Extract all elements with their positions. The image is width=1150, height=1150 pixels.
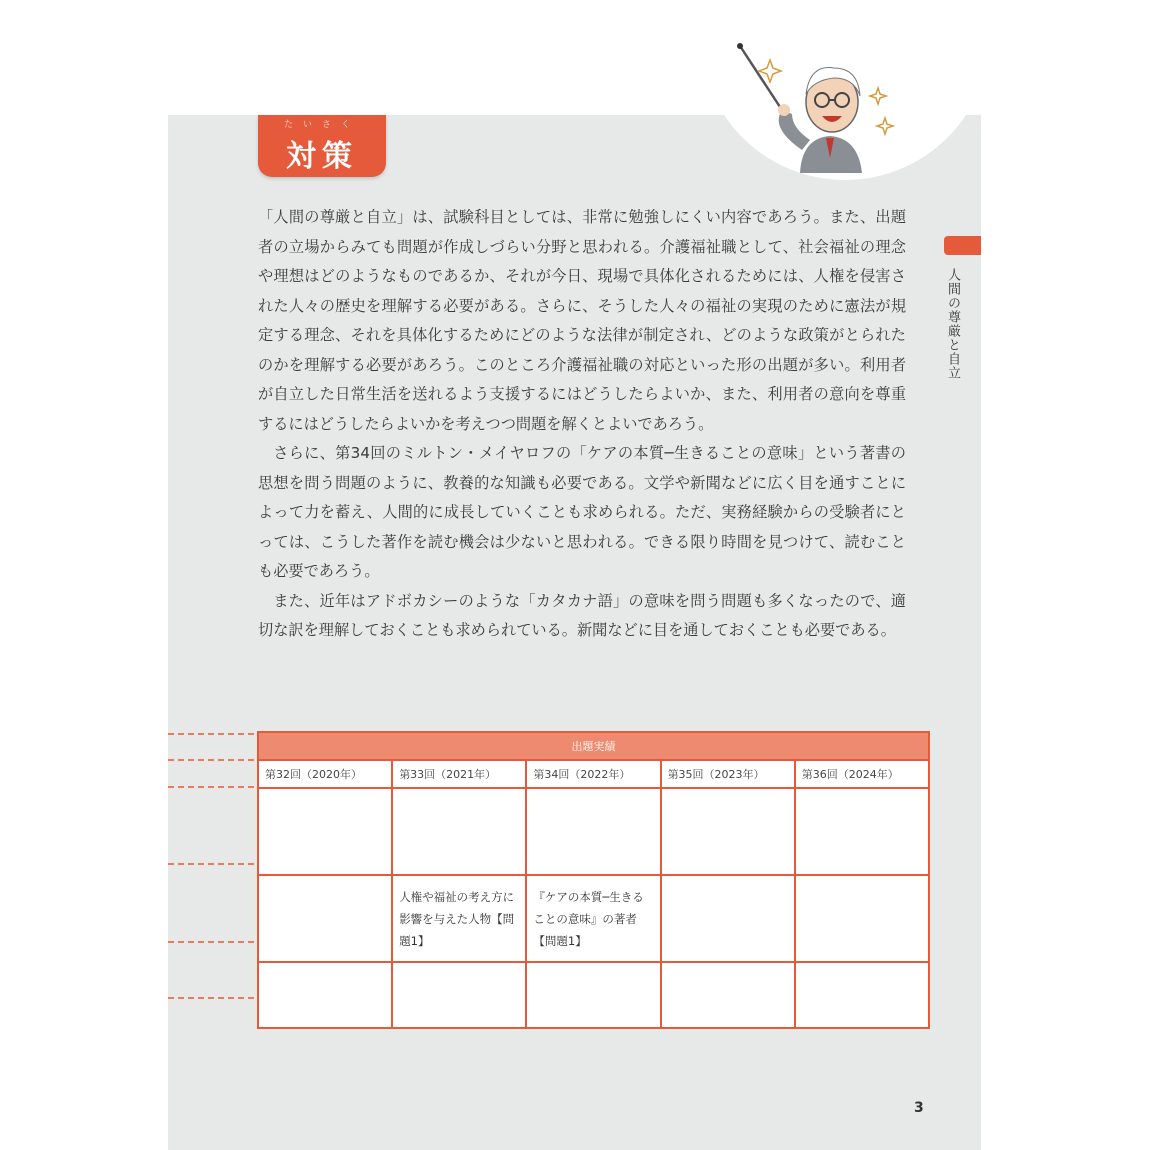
table-title: 出題実績 bbox=[258, 732, 929, 760]
dashed-guide-line bbox=[168, 863, 254, 865]
table-cell bbox=[795, 875, 929, 962]
paragraph: さらに、第34回のミルトン・メイヤロフの「ケアの本質─生きることの意味」という著書の思想を問う問題のように、教養的な知識も必要である。文学や新聞などに広く目を通すことによって力を蓄え、人間的に成長していくことも求められる。ただ、実務経験からの受験者にとっては、こうした著作を読む機会は少ないと思われる。できる限り時間を見つけて、読むことも必要であろう。 bbox=[258, 444, 906, 580]
table-cell: 『ケアの本質─生きることの意味』の著者【問題1】 bbox=[526, 875, 660, 962]
chapter-side-tab bbox=[944, 236, 981, 255]
body-text bbox=[258, 203, 906, 646]
dashed-guide-line bbox=[168, 733, 254, 735]
table-cell bbox=[661, 788, 795, 875]
dashed-guide-line bbox=[168, 759, 254, 761]
year-header: 第36回（2024年） bbox=[795, 760, 929, 788]
table-cell bbox=[526, 962, 660, 1028]
table-cell bbox=[258, 962, 392, 1028]
section-heading-tab bbox=[258, 115, 386, 177]
table-cell bbox=[795, 788, 929, 875]
professor-with-pointer-icon bbox=[730, 38, 900, 173]
page-number: 3 bbox=[914, 1100, 924, 1116]
year-header: 第32回（2020年） bbox=[258, 760, 392, 788]
table-cell: 人権や福祉の考え方に影響を与えた人物【問題1】 bbox=[392, 875, 526, 962]
table-cell bbox=[392, 788, 526, 875]
dashed-guide-line bbox=[168, 786, 254, 788]
exam-history-table bbox=[257, 731, 930, 1029]
table-cell bbox=[526, 788, 660, 875]
paragraph: 「人間の尊厳と自立」は、試験科目としては、非常に勉強しにくい内容であろう。また、出題者の立場からみても問題が作成しづらい分野と思われる。介護福祉職として、社会福祉の理念や理想はどのようなものであるか、それが今日、現場で具体化されるためには、人権を侵害された人々の歴史を理解する必要がある。さらに、そうした人々の福祉の実現のために憲法が規定する理念、それを具体化するためにどのような法律が制定され、どのような政策がとられたのかを理解する必要があろう。このところ介護福祉職の対応といった形の出題が多い。利用者が自立した日常生活を送れるよう支援するにはどうしたらよいか、また、利用者の意向を尊重するにはどうしたらよいかを考えつつ問題を解くとよいであろう。 bbox=[258, 208, 906, 433]
year-header: 第33回（2021年） bbox=[392, 760, 526, 788]
table-row bbox=[258, 962, 929, 1028]
table-cell bbox=[392, 962, 526, 1028]
chapter-side-label: 人間の尊厳と自立 bbox=[945, 268, 960, 380]
section-heading: 対策 bbox=[286, 139, 358, 174]
table-row bbox=[258, 788, 929, 875]
paragraph: また、近年はアドボカシーのような「カタカナ語」の意味を問う問題も多くなったので、適切な訳を理解しておくことも求められている。新聞などに目を通しておくことも必要である。 bbox=[258, 591, 906, 639]
dashed-guide-line bbox=[168, 941, 254, 943]
year-header: 第34回（2022年） bbox=[526, 760, 660, 788]
year-header: 第35回（2023年） bbox=[661, 760, 795, 788]
table-cell bbox=[795, 962, 929, 1028]
table-cell bbox=[661, 875, 795, 962]
table-cell bbox=[258, 875, 392, 962]
table-row bbox=[258, 875, 929, 962]
dashed-guide-line bbox=[168, 997, 254, 999]
table-cell bbox=[661, 962, 795, 1028]
heading-ruby: たいさく bbox=[283, 120, 360, 130]
table-cell bbox=[258, 788, 392, 875]
